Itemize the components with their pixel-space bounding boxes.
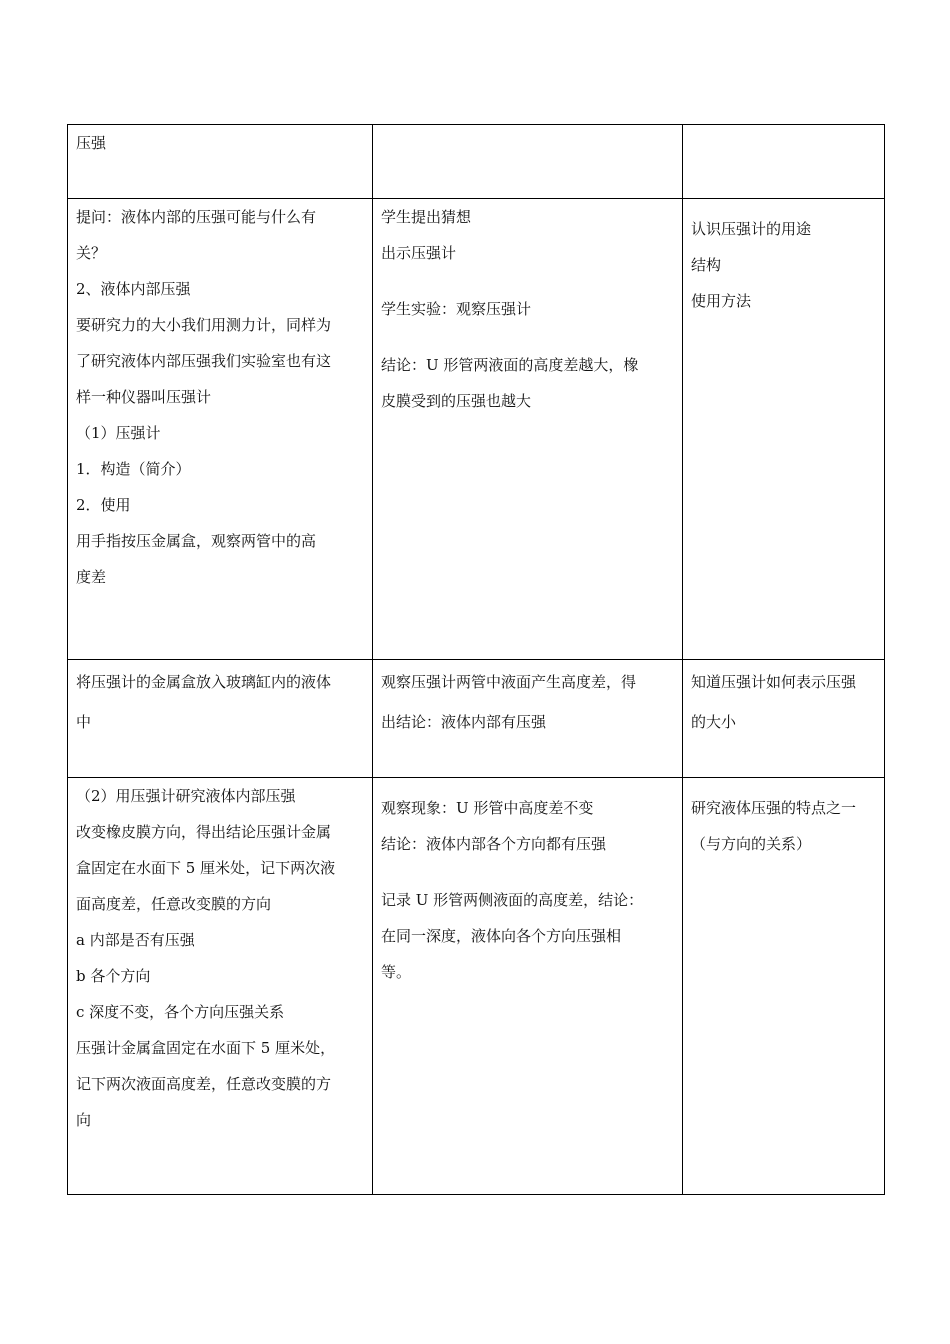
- cell-line: 改变橡皮膜方向，得出结论压强计金属: [76, 823, 332, 841]
- cell-line: 向: [76, 1111, 92, 1129]
- cell-line: 盒固定在水面下 5 厘米处，记下两次液: [76, 859, 336, 877]
- cell-line: （1）压强计: [76, 424, 161, 442]
- cell-line: b 各个方向: [76, 967, 151, 985]
- cell-line: 样一种仪器叫压强计: [76, 388, 212, 406]
- cell-content: [68, 199, 373, 660]
- cell-line: 出结论：液体内部有压强: [381, 713, 547, 731]
- cell-line: 记录 U 形管两侧液面的高度差，结论：: [381, 891, 644, 909]
- cell-line: 面高度差，任意改变膜的方向: [76, 895, 272, 913]
- cell-line: 关？: [76, 244, 107, 262]
- cell-line: 学生实验：观察压强计: [381, 300, 532, 318]
- cell-goal: [683, 778, 885, 1195]
- cell-line: 使用方法: [691, 292, 752, 310]
- cell-content: [68, 125, 373, 199]
- cell-student: [373, 199, 683, 660]
- lesson-table: [67, 124, 885, 1195]
- cell-goal: [683, 199, 885, 660]
- cell-line: 记下两次液面高度差，任意改变膜的方: [76, 1075, 332, 1093]
- cell-line: 压强计金属盒固定在水面下 5 厘米处，: [76, 1039, 336, 1057]
- cell-line: 观察现象：U 形管中高度差不变: [381, 799, 594, 817]
- cell-line: 学生提出猜想: [381, 208, 472, 226]
- table-row: [68, 199, 885, 660]
- table-row: [68, 660, 885, 778]
- cell-line: a 内部是否有压强: [76, 931, 195, 949]
- cell-line: 结论：液体内部各个方向都有压强: [381, 835, 607, 853]
- cell-line: 度差: [76, 568, 107, 586]
- cell-line: 要研究力的大小我们用测力计，同样为: [76, 316, 332, 334]
- cell-line: 2．使用: [76, 496, 131, 514]
- cell-line: 出示压强计: [381, 244, 457, 262]
- cell-line: 在同一深度，液体向各个方向压强相: [381, 927, 622, 945]
- cell-line: 观察压强计两管中液面产生高度差，得: [381, 673, 637, 691]
- cell-line: 中: [76, 713, 92, 731]
- cell-line: 研究液体压强的特点之一: [691, 799, 857, 817]
- cell-line: 等。: [381, 963, 412, 981]
- cell-content: [68, 778, 373, 1195]
- cell-student: [373, 660, 683, 778]
- cell-line: 了研究液体内部压强我们实验室也有这: [76, 352, 332, 370]
- cell-line: 结论：U 形管两液面的高度差越大，橡: [381, 356, 639, 374]
- cell-line: 2、液体内部压强: [76, 280, 191, 298]
- cell-line: 提问：液体内部的压强可能与什么有: [76, 208, 317, 226]
- cell-line: 将压强计的金属盒放入玻璃缸内的液体: [76, 673, 332, 691]
- cell-content: [68, 660, 373, 778]
- cell-goal: [683, 125, 885, 199]
- cell-line: 1．构造（简介）: [76, 460, 191, 478]
- cell-line: 皮膜受到的压强也越大: [381, 392, 532, 410]
- table-row: [68, 125, 885, 199]
- cell-line: 的大小: [691, 713, 737, 731]
- table-row: [68, 778, 885, 1195]
- cell-line: c 深度不变，各个方向压强关系: [76, 1003, 285, 1021]
- cell-student: [373, 125, 683, 199]
- cell-student: [373, 778, 683, 1195]
- cell-line: 压强: [76, 134, 107, 152]
- cell-line: （2）用压强计研究液体内部压强: [76, 787, 296, 805]
- cell-goal: [683, 660, 885, 778]
- cell-line: 认识压强计的用途: [691, 220, 812, 238]
- cell-line: 知道压强计如何表示压强: [691, 673, 857, 691]
- cell-line: 用手指按压金属盒，观察两管中的高: [76, 532, 317, 550]
- cell-line: 结构: [691, 256, 722, 274]
- cell-line: （与方向的关系）: [691, 835, 812, 853]
